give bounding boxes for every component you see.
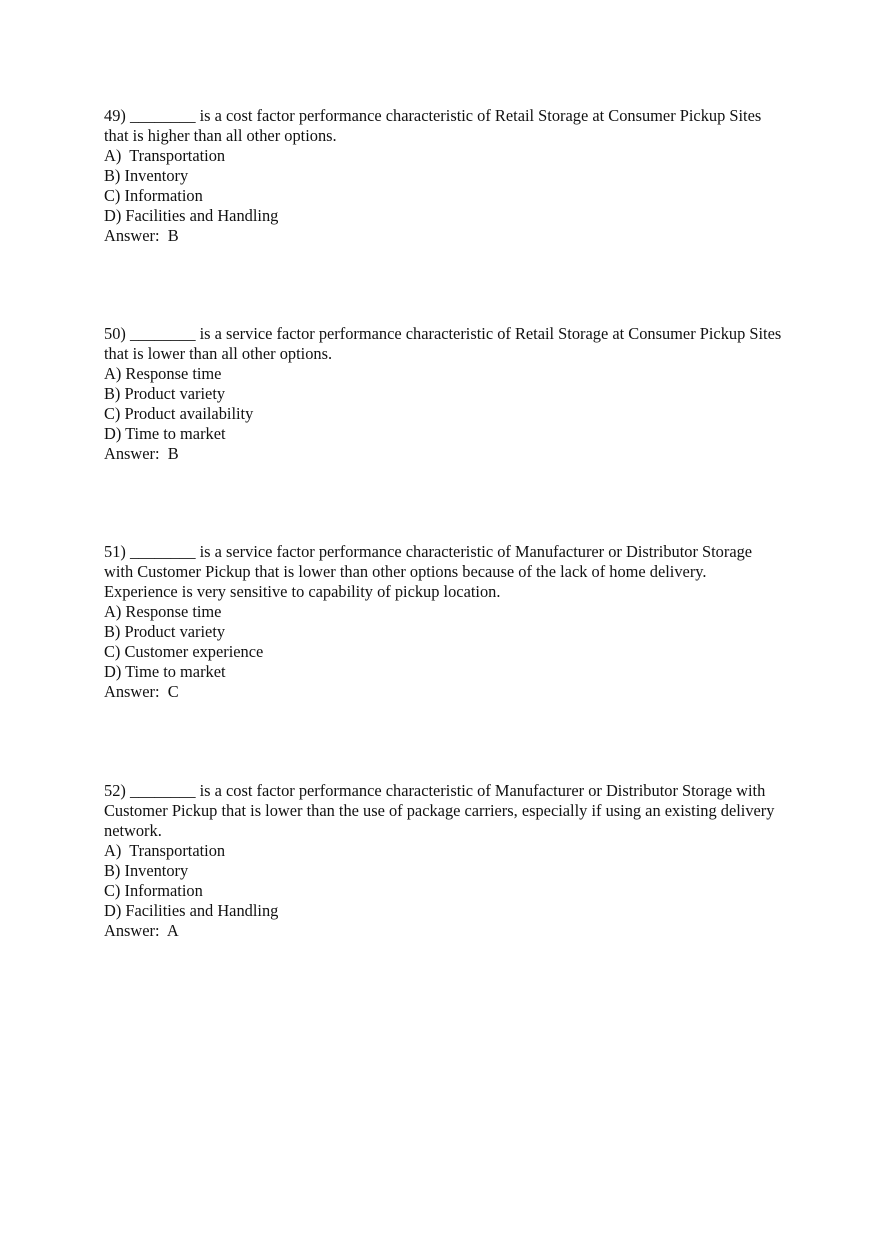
answer: Answer: B (104, 226, 179, 245)
option-d: D) Time to market (104, 424, 226, 443)
option-b: B) Inventory (104, 166, 189, 185)
option-c: C) Product availability (104, 404, 254, 423)
answer: Answer: C (104, 682, 179, 701)
option-a: A) Response time (104, 364, 222, 383)
option-b: B) Inventory (104, 861, 189, 880)
question-stem: 52) ________ is a cost factor performance characteristic of Manufacturer or Distributor Storage with Customer Pickup that is lower than the use of package carriers, especially if using an existing delivery network. (104, 781, 779, 840)
question-stem: 51) ________ is a service factor performance characteristic of Manufacturer or Distributor Storage with Customer Pickup that is lower than other options because of the lack of home delivery. Experience is very sensitive to capability of pickup location. (104, 542, 757, 601)
option-b: B) Product variety (104, 384, 226, 403)
option-c: C) Information (104, 186, 203, 205)
question-stem: 49) ________ is a cost factor performance characteristic of Retail Storage at Consumer Pickup Sites that is higher than all other options. (104, 106, 766, 145)
answer: Answer: A (104, 921, 179, 940)
question-49 (104, 106, 784, 246)
option-d: D) Facilities and Handling (104, 206, 279, 225)
option-c: C) Customer experience (104, 642, 264, 661)
option-a: A) Transportation (104, 146, 226, 165)
option-c: C) Information (104, 881, 203, 900)
option-d: D) Facilities and Handling (104, 901, 279, 920)
question-52 (104, 781, 784, 941)
option-a: A) Response time (104, 602, 222, 621)
question-51 (104, 542, 784, 702)
answer: Answer: B (104, 444, 179, 463)
question-stem: 50) ________ is a service factor performance characteristic of Retail Storage at Consumer Pickup Sites that is lower than all other options. (104, 324, 786, 363)
option-a: A) Transportation (104, 841, 226, 860)
question-50 (104, 324, 784, 464)
option-d: D) Time to market (104, 662, 226, 681)
option-b: B) Product variety (104, 622, 226, 641)
